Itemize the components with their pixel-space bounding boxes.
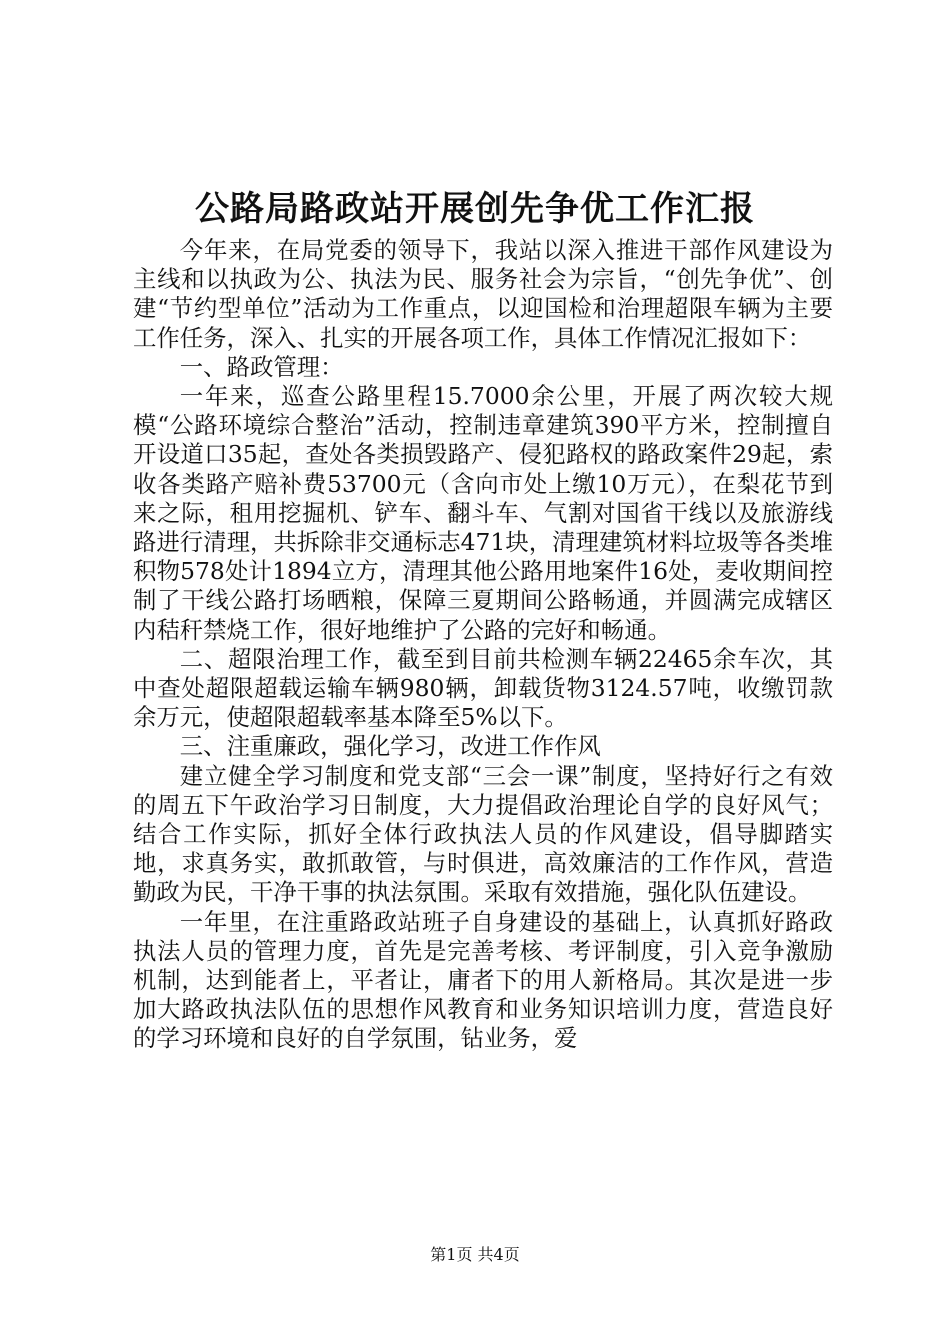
document-body (133, 236, 833, 1054)
document-title: 公路局路政站开展创先争优工作汇报 (195, 189, 755, 229)
paragraph-study-system: 建立健全学习制度和党支部“三会一课”制度，坚持好行之有效的周五下午政治学习日制度，大力提倡政治理论自学的良好风气；结合工作实际，抓好全体行政执法人员的作风建设，倡导脚踏实地，求真务实，敢抓敢管，与时俱进，高效廉洁的工作作风，营造勤政为民，干净干事的执法氛围。采取有效措施，强化队伍建设。 (133, 761, 833, 907)
paragraph-team-building: 一年里，在注重路政站班子自身建设的基础上，认真抓好路政执法人员的管理力度，首先是完善考核、考评制度，引入竞争激励机制，达到能者上，平者让，庸者下的用人新格局。其次是进一步加大路政执法队伍的思想作风教育和业务知识培训力度，营造良好的学习环境和良好的自学氛围，钻业务，爱 (133, 907, 833, 1053)
section-heading-road-admin: 一、路政管理： (179, 352, 344, 381)
paragraph-road-admin: 一年来，巡查公路里程15.7000余公里，开展了两次较大规模“公路环境综合整治”活动，控制违章建筑390平方米，控制擅自开设道口35起，查处各类损毁路产、侵犯路权的路政案件29起，索收各类路产赔补费53700元（含向市处上缴10万元），在梨花节到来之际，租用挖掘机、铲车、翻斗车、气割对国省干线以及旅游线路进行清理，共拆除非交通标志471块，清理建筑材料垃圾等各类堆积物578处计1894立方，清理其他公路用地案件16处，麦收期间控制了干线公路打场晒粮，保障三夏期间公路畅通，并圆满完成辖区内秸秆禁烧工作，很好地维护了公路的完好和畅通。 (133, 382, 833, 644)
page-footer: 第1页 共4页 (430, 1245, 520, 1264)
paragraph-overload-control: 二、超限治理工作，截至到目前共检测车辆22465余车次，其中查处超限超载运输车辆980辆，卸载货物3124.57吨，收缴罚款余万元，使超限超载率基本降至5%以下。 (133, 644, 833, 732)
section-heading-integrity: 三、注重廉政，强化学习，改进工作作风 (179, 732, 601, 761)
paragraph-intro: 今年来，在局党委的领导下，我站以深入推进干部作风建设为主线和以执政为公、执法为民、服务社会为宗旨，“创先争优”、创建“节约型单位”活动为工作重点，以迎国检和治理超限车辆为主要工作任务，深入、扎实的开展各项工作，具体工作情况汇报如下： (133, 236, 833, 352)
